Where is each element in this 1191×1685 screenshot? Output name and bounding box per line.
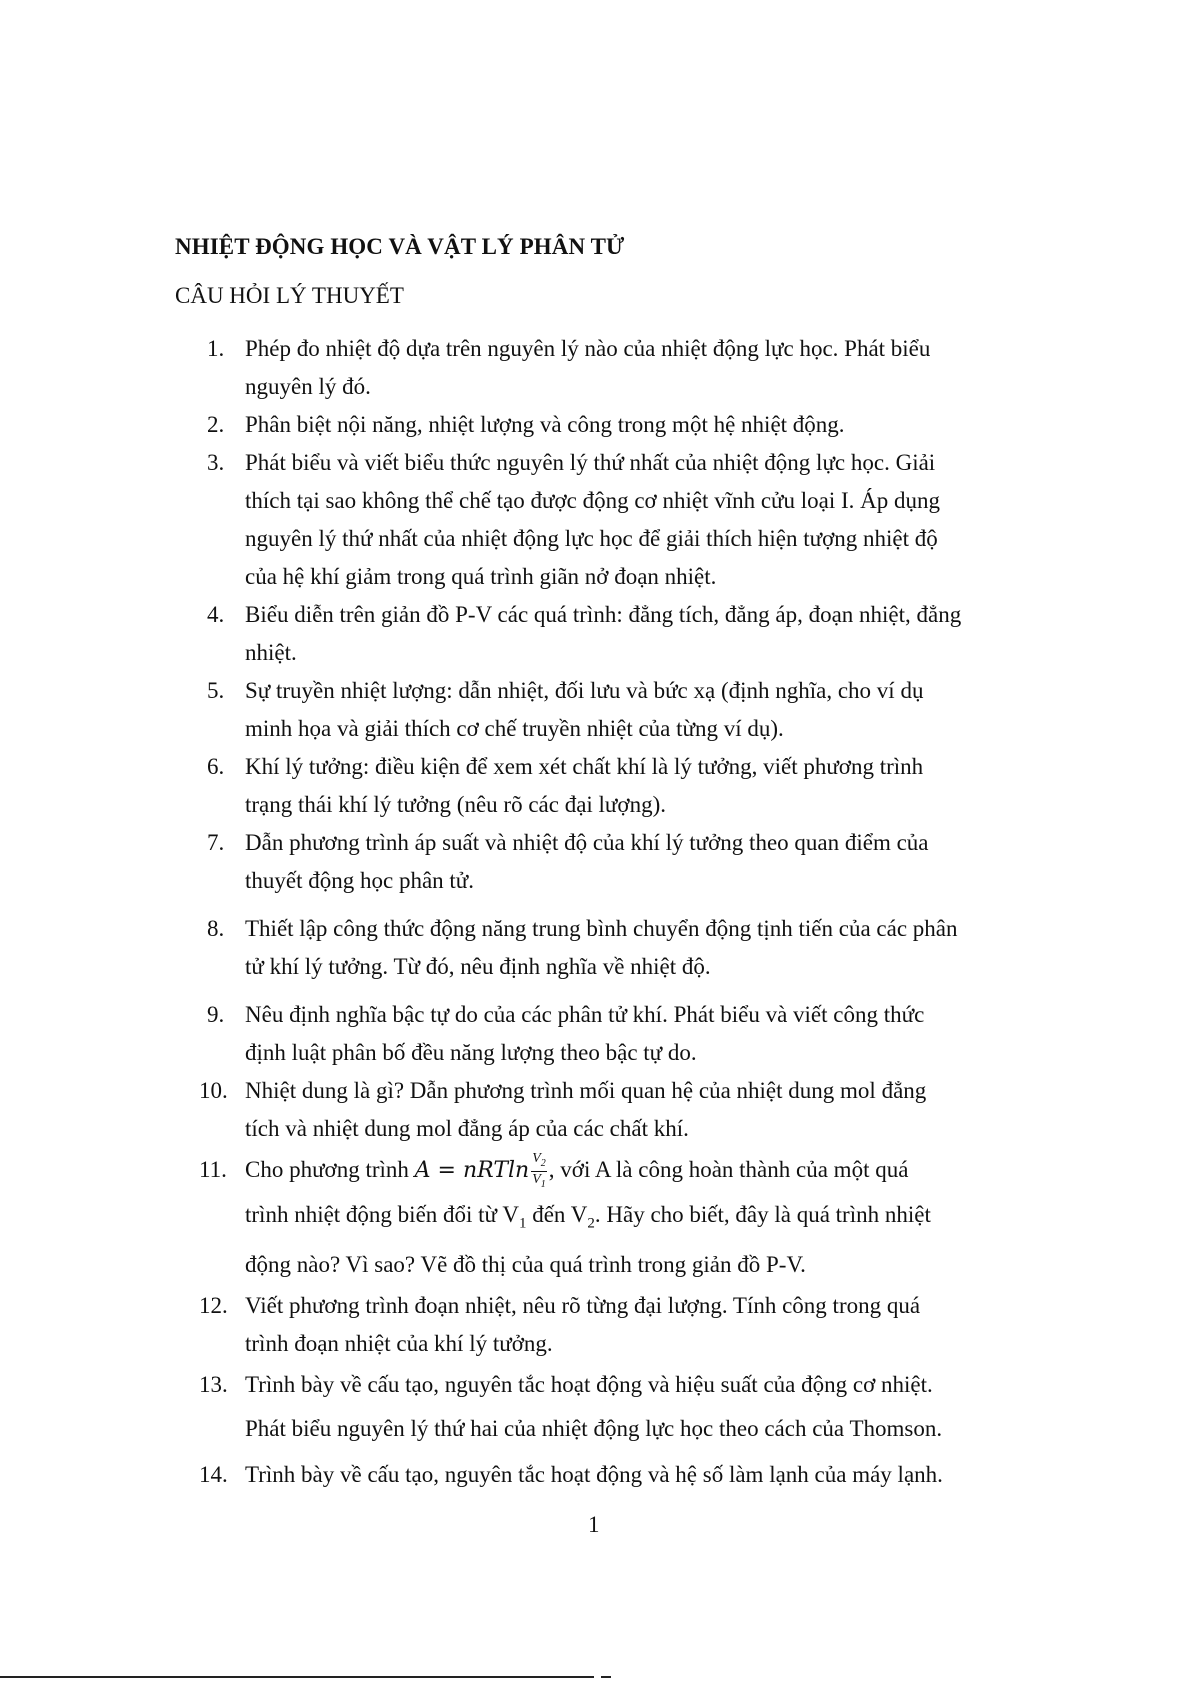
question-text-line: Thiết lập công thức động năng trung bình chuyển động tịnh tiến của các phân xyxy=(245,916,958,941)
question-text-line: Trình bày về cấu tạo, nguyên tắc hoạt động và hiệu suất của động cơ nhiệt. xyxy=(245,1371,933,1397)
question-item-13 xyxy=(175,1363,1035,1451)
question-number: 11. xyxy=(199,1157,227,1182)
question-number: 14. xyxy=(199,1461,228,1487)
question-text-line: Trình bày về cấu tạo, nguyên tắc hoạt động và hệ số làm lạnh của máy lạnh. xyxy=(245,1461,943,1487)
question-item-6 xyxy=(175,748,1035,824)
question-item-14 xyxy=(175,1451,1035,1499)
question-number: 4. xyxy=(207,602,225,627)
question-number: 6. xyxy=(207,754,225,779)
question-text-line: của hệ khí giảm trong quá trình giãn nở đoạn nhiệt. xyxy=(245,564,717,589)
subscript: 2 xyxy=(587,1215,595,1232)
section-heading: CÂU HỎI LÝ THUYẾT xyxy=(175,283,404,308)
question-text-line: Nhiệt dung là gì? Dẫn phương trình mối quan hệ của nhiệt dung mol đẳng xyxy=(245,1078,927,1103)
question-item-9 xyxy=(175,996,1035,1072)
question-text-line: Phép đo nhiệt độ dựa trên nguyên lý nào của nhiệt động lực học. Phát biểu xyxy=(245,336,931,361)
question-text-line: định luật phân bố đều năng lượng theo bậc tự do. xyxy=(245,1040,697,1065)
fraction-denominator: $V_1$ xyxy=(532,1172,546,1191)
question-text-line: Khí lý tưởng: điều kiện để xem xét chất khí là lý tưởng, viết phương trình xyxy=(245,754,924,779)
question-number: 1. xyxy=(207,336,225,361)
volume-ratio-fraction xyxy=(531,1151,547,1192)
work-formula: A = nRTln xyxy=(414,1158,530,1183)
footer-divider xyxy=(0,1676,594,1678)
footer-divider-short xyxy=(601,1676,611,1678)
question-text-line: trạng thái khí lý tưởng (nêu rõ các đại lượng). xyxy=(245,792,666,817)
question-text-line: trình đoạn nhiệt của khí lý tưởng. xyxy=(245,1330,553,1356)
question-number: 12. xyxy=(199,1292,228,1318)
question-text-line: nguyên lý đó. xyxy=(245,374,371,399)
question-number: 2. xyxy=(207,412,225,437)
question-item-10 xyxy=(175,1072,1035,1148)
question-text-line: minh họa và giải thích cơ chế truyền nhiệt của từng ví dụ). xyxy=(245,716,784,741)
fraction-numerator: $V_2$ xyxy=(531,1151,547,1172)
question-text-line: Biểu diễn trên giản đồ P-V các quá trình: đẳng tích, đẳng áp, đoạn nhiệt, đẳng xyxy=(245,602,962,627)
question-item-3 xyxy=(175,444,1035,596)
question-item-8 xyxy=(175,910,1035,986)
question-text-line: thuyết động học phân tử. xyxy=(245,868,475,893)
question-number: 7. xyxy=(207,830,225,855)
page-number: 1 xyxy=(588,1512,600,1537)
question-text-line: tích và nhiệt dung mol đẳng áp của các chất khí. xyxy=(245,1116,689,1141)
question-item-11 xyxy=(175,1148,1035,1287)
question-text-line: tử khí lý tưởng. Từ đó, nêu định nghĩa về nhiệt độ. xyxy=(245,954,711,979)
question-item-7 xyxy=(175,824,1035,900)
question-text-line: Nêu định nghĩa bậc tự do của các phân tử khí. Phát biểu và viết công thức xyxy=(245,1002,925,1027)
question-item-12 xyxy=(175,1287,1035,1363)
question-text-line: Dẫn phương trình áp suất và nhiệt độ của khí lý tưởng theo quan điểm của xyxy=(245,830,929,855)
question-text-line: nguyên lý thứ nhất của nhiệt động lực học để giải thích hiện tượng nhiệt độ xyxy=(245,526,938,551)
question-item-5 xyxy=(175,672,1035,748)
question-text-line: nhiệt. xyxy=(245,640,297,665)
question-number: 8. xyxy=(207,916,225,941)
question-text-line: trình nhiệt động biến đổi từ V xyxy=(245,1202,519,1227)
question-number: 13. xyxy=(199,1371,228,1397)
question-text-line: Cho phương trình xyxy=(245,1157,415,1182)
question-text-line: , với A là công hoàn thành của một quá xyxy=(548,1157,909,1182)
question-number: 3. xyxy=(207,450,225,475)
question-text-line: đến V xyxy=(526,1202,588,1227)
question-text-line: động nào? Vì sao? Vẽ đồ thị của quá trình trong giản đồ P-V. xyxy=(245,1251,806,1277)
question-text-line: Phân biệt nội năng, nhiệt lượng và công trong một hệ nhiệt động. xyxy=(245,412,845,437)
question-text-line: Phát biểu nguyên lý thứ hai của nhiệt động lực học theo cách của Thomson. xyxy=(245,1415,943,1441)
question-text-line: Sự truyền nhiệt lượng: dẫn nhiệt, đối lưu và bức xạ (định nghĩa, cho ví dụ xyxy=(245,678,924,703)
question-item-1 xyxy=(175,330,1035,406)
question-text-line: Viết phương trình đoạn nhiệt, nêu rõ từng đại lượng. Tính công trong quá xyxy=(245,1292,921,1318)
question-number: 9. xyxy=(207,1002,225,1027)
question-number: 5. xyxy=(207,678,225,703)
question-number: 10. xyxy=(199,1078,228,1103)
question-item-4 xyxy=(175,596,1035,672)
question-list xyxy=(175,330,1035,1499)
page-title: NHIỆT ĐỘNG HỌC VÀ VẬT LÝ PHÂN TỬ xyxy=(175,234,625,259)
subscript: 1 xyxy=(518,1215,527,1232)
question-text-line: . Hãy cho biết, đây là quá trình nhiệt xyxy=(594,1202,931,1227)
question-text-line: Phát biểu và viết biểu thức nguyên lý thứ nhất của nhiệt động lực học. Giải xyxy=(245,450,936,475)
question-text-line: thích tại sao không thể chế tạo được động cơ nhiệt vĩnh cửu loại I. Áp dụng xyxy=(245,488,941,513)
question-item-2 xyxy=(175,406,1035,444)
